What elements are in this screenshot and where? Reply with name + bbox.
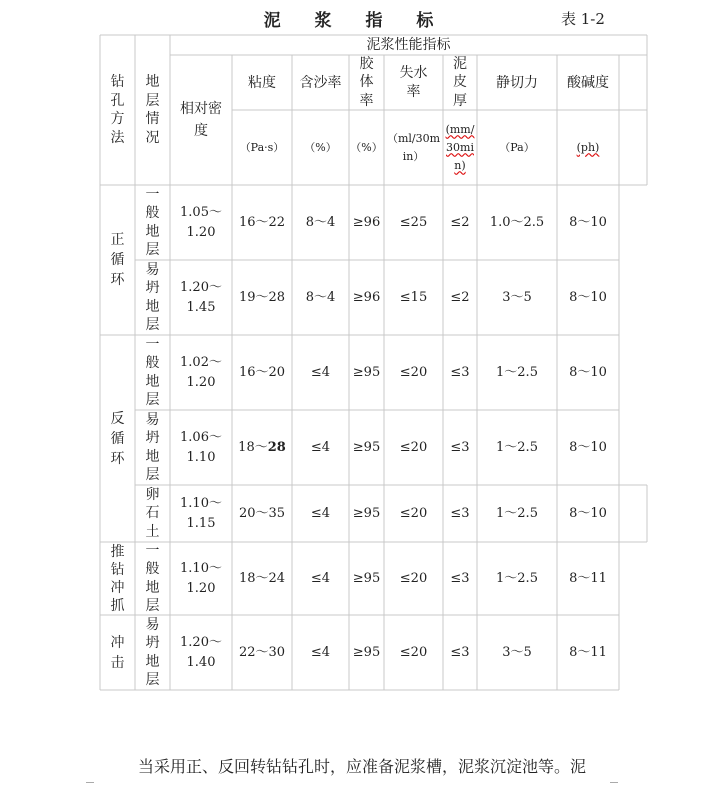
header-stratum: 地 层 情 况 [145, 74, 160, 146]
static-shear-cell: 1～2.5 [496, 364, 538, 380]
unit-viscosity: （Pa·s） [239, 140, 285, 154]
sand-rate-cell: ≤4 [310, 570, 331, 586]
stratum-cell: 易 坍 地 层 [145, 411, 160, 483]
method-percussion: 冲击 [110, 634, 125, 671]
header-viscosity: 粘度 [248, 74, 276, 91]
colloid-rate-cell: ≥95 [352, 364, 381, 380]
unit-ph: (ph) [576, 140, 600, 154]
mud-cake-cell: ≤3 [450, 505, 470, 521]
header-water-loss: 失水率 [399, 64, 428, 100]
water-loss-cell: ≤20 [399, 505, 428, 521]
ph-value-cell: 8～10 [569, 289, 607, 305]
sand-rate-cell: 8～4 [305, 289, 336, 305]
page-corner-mark [610, 782, 618, 789]
density-cell: 1.10～1.15 [180, 495, 222, 531]
stratum-cell: 易 坍 地 层 [145, 616, 160, 688]
stratum-cell: 一 般 地 层 [145, 542, 160, 614]
water-loss-cell: ≤20 [399, 570, 428, 586]
colloid-rate-cell: ≥96 [352, 214, 381, 230]
density-cell: 1.10～1.20 [180, 560, 222, 596]
mud-cake-cell: ≤3 [450, 364, 470, 380]
ph-value-cell: 8～10 [569, 505, 607, 521]
sand-rate-cell: ≤4 [310, 364, 331, 380]
static-shear-cell: 1～2.5 [496, 570, 538, 586]
colloid-rate-cell: ≥95 [352, 644, 381, 660]
method-forward-circulation: 正循环 [110, 232, 125, 288]
static-shear-cell: 3～5 [502, 289, 532, 305]
sand-rate-cell: 8～4 [305, 214, 336, 230]
static-shear-cell: 1～2.5 [496, 439, 538, 455]
viscosity-range-start: 18～ [238, 439, 268, 455]
mud-cake-cell: ≤2 [450, 214, 470, 230]
sand-rate-cell: ≤4 [310, 505, 331, 521]
header-group: 泥浆性能指标 [366, 37, 451, 53]
header-sand: 含沙率 [299, 74, 342, 91]
viscosity-range-end: 28 [267, 439, 286, 455]
sand-rate-cell: ≤4 [310, 439, 331, 455]
viscosity-cell: 19～28 [238, 289, 286, 305]
unit-mud-cake: (mm/30min) [445, 122, 475, 172]
unit-shear: （Pa） [499, 140, 535, 154]
ph-value-cell: 8～11 [569, 644, 607, 660]
method-reverse-circulation: 反循环 [110, 410, 125, 467]
unit-colloid: （%） [350, 140, 383, 154]
viscosity-cell: 18～24 [238, 570, 286, 586]
unit-water-loss: （ml/30min） [386, 131, 441, 163]
viscosity-cell: 16～20 [238, 364, 286, 380]
static-shear-cell: 1～2.5 [496, 505, 538, 521]
header-mud-cake: 泥 皮 厚 [453, 55, 467, 109]
body-paragraph: 当采用正、反回转钻钻孔时，应准备泥浆槽，泥浆沉淀池等。泥 [138, 757, 587, 776]
stratum-cell: 卵 石 土 [145, 486, 160, 540]
ph-value-cell: 8～10 [569, 214, 607, 230]
unit-sand: （%） [304, 140, 337, 154]
mud-cake-cell: ≤3 [450, 644, 470, 660]
static-shear-cell: 3～5 [502, 644, 532, 660]
static-shear-cell: 1.0～2.5 [489, 214, 545, 230]
stratum-cell: 一 般 地 层 [145, 186, 160, 258]
water-loss-cell: ≤20 [399, 644, 428, 660]
table-title: 泥 浆 指 标 [263, 11, 448, 31]
mud-cake-cell: ≤3 [450, 570, 470, 586]
density-cell: 1.20～1.45 [180, 279, 222, 315]
mud-cake-cell: ≤3 [450, 439, 470, 455]
density-cell: 1.05～1.20 [180, 204, 222, 240]
ph-value-cell: 8～10 [569, 364, 607, 380]
page-corner-mark [86, 782, 94, 789]
density-cell: 1.02～1.20 [180, 354, 222, 390]
density-cell: 1.20～1.40 [180, 634, 222, 670]
density-cell: 1.06～1.10 [180, 429, 222, 465]
header-ph: 酸碱度 [567, 74, 609, 91]
water-loss-cell: ≤20 [399, 364, 428, 380]
ph-value-cell: 8～11 [569, 570, 607, 586]
sand-rate-cell: ≤4 [310, 644, 331, 660]
mud-cake-cell: ≤2 [450, 289, 470, 305]
colloid-rate-cell: ≥95 [352, 570, 381, 586]
stratum-cell: 易 坍 地 层 [145, 261, 160, 333]
colloid-rate-cell: ≥95 [352, 505, 381, 521]
viscosity-cell: 22～30 [238, 644, 286, 660]
water-loss-cell: ≤20 [399, 439, 428, 455]
ph-value-cell: 8～10 [569, 439, 607, 455]
water-loss-cell: ≤15 [399, 289, 428, 305]
header-method: 钻 孔 方 法 [110, 74, 125, 146]
header-shear: 静切力 [496, 74, 538, 91]
header-colloid: 胶 体 率 [359, 55, 374, 109]
method-push-drill-grab: 推钻冲抓 [110, 543, 125, 614]
table-number: 表 1-2 [561, 10, 605, 28]
viscosity-cell [232, 410, 292, 485]
colloid-rate-cell: ≥96 [352, 289, 381, 305]
viscosity-cell: 20～35 [238, 505, 286, 521]
water-loss-cell: ≤25 [399, 214, 428, 230]
header-density: 相对密度 [180, 101, 222, 139]
viscosity-cell: 16～22 [238, 214, 286, 230]
colloid-rate-cell: ≥95 [352, 439, 381, 455]
stratum-cell: 一 般 地 层 [145, 336, 160, 408]
